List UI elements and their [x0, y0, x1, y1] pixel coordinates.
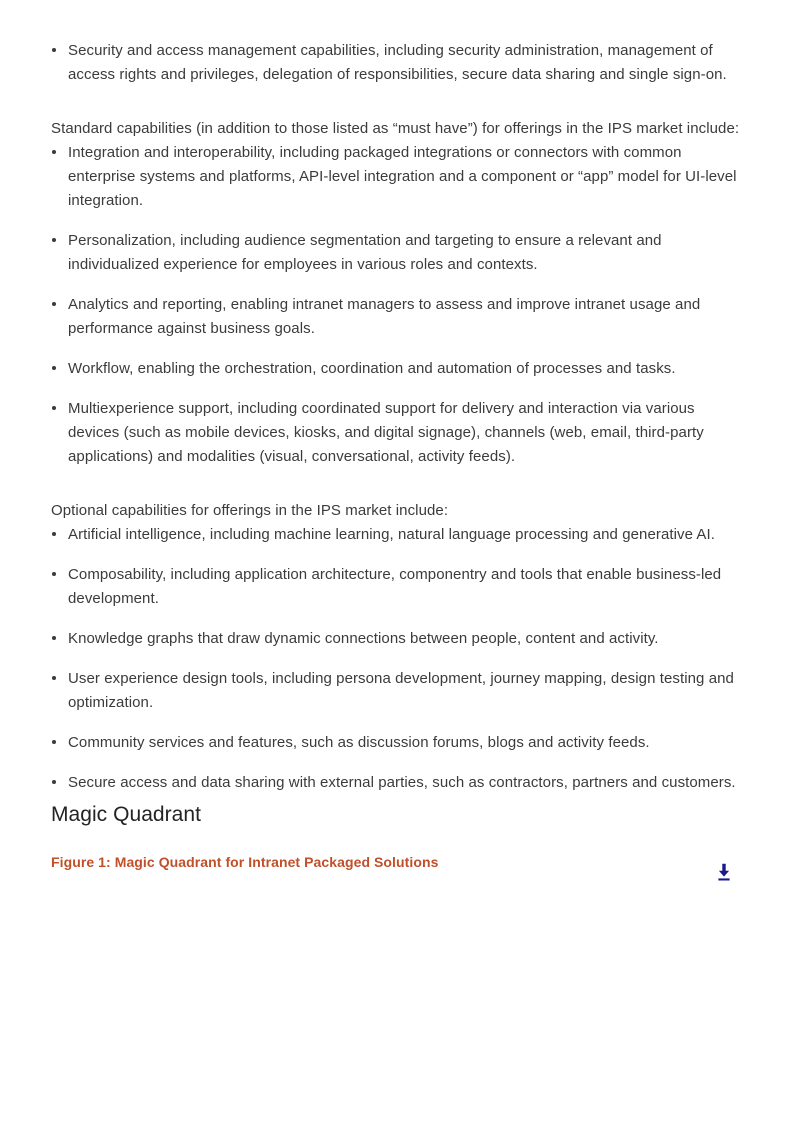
- list-item: [51, 397, 741, 469]
- list-item: [51, 627, 741, 651]
- bullet-dot-icon: [52, 780, 56, 784]
- bullet-dot-icon: [52, 48, 56, 52]
- optional-capabilities-intro: Optional capabilities for offerings in the IPS market include:: [51, 502, 449, 519]
- download-figure-button[interactable]: [713, 860, 735, 884]
- list-item-text: Artificial intelligence, including machine learning, natural language processing and generative AI.: [68, 526, 715, 543]
- list-item-text: Knowledge graphs that draw dynamic connections between people, content and activity.: [68, 630, 659, 647]
- list-item: [51, 771, 741, 795]
- list-item: [51, 141, 741, 213]
- list-item-text: Secure access and data sharing with external parties, such as contractors, partners and customers.: [68, 774, 736, 791]
- list-item-text: Analytics and reporting, enabling intranet managers to assess and improve intranet usage and performance against business goals.: [68, 296, 701, 337]
- list-item-text: Security and access management capabilities, including security administration, management of access rights and privileges, delegation of responsibilities, secure data sharing and single sign-on.: [68, 42, 727, 83]
- list-item: [51, 667, 741, 715]
- optional-capabilities-list: [51, 523, 741, 795]
- list-item: [51, 229, 741, 277]
- bullet-dot-icon: [52, 302, 56, 306]
- list-item: [51, 39, 741, 87]
- list-item-text: Integration and interoperability, including packaged integrations or connectors with common enterprise systems and platforms, API-level integration and a component or “app” model for UI-level integration.: [68, 144, 737, 209]
- list-item: [51, 731, 741, 755]
- standard-capabilities-list: [51, 141, 741, 469]
- figure-caption: Figure 1: Magic Quadrant for Intranet Packaged Solutions: [51, 854, 439, 870]
- standard-capabilities-intro: Standard capabilities (in addition to those listed as “must have”) for offerings in the IPS market include:: [51, 120, 740, 137]
- document-content: [51, 0, 741, 884]
- list-item-text: Community services and features, such as discussion forums, blogs and activity feeds.: [68, 734, 650, 751]
- download-icon[interactable]: [715, 863, 733, 882]
- bullet-dot-icon: [52, 636, 56, 640]
- list-item: [51, 293, 741, 341]
- bullet-dot-icon: [52, 740, 56, 744]
- bullet-dot-icon: [52, 676, 56, 680]
- must-have-capabilities-list: [51, 39, 741, 87]
- figure-caption-row: [51, 852, 741, 884]
- bullet-dot-icon: [52, 238, 56, 242]
- bullet-dot-icon: [52, 150, 56, 154]
- list-item-text: Composability, including application architecture, componentry and tools that enable business-led development.: [68, 566, 722, 607]
- bullet-dot-icon: [52, 366, 56, 370]
- list-item: [51, 523, 741, 547]
- list-item: [51, 357, 741, 381]
- bullet-dot-icon: [52, 572, 56, 576]
- list-item-text: Personalization, including audience segmentation and targeting to ensure a relevant and individualized experience for employees in various roles and contexts.: [68, 232, 662, 273]
- list-item-text: User experience design tools, including persona development, journey mapping, design testing and optimization.: [68, 670, 734, 711]
- bullet-dot-icon: [52, 406, 56, 410]
- list-item-text: Workflow, enabling the orchestration, coordination and automation of processes and tasks.: [68, 360, 676, 377]
- list-item-text: Multiexperience support, including coordinated support for delivery and interaction via various devices (such as mobile devices, kiosks, and digital signage), channels (web, email, third-party applications) and modalities (visual, conversational, activity feeds).: [68, 400, 704, 465]
- list-item: [51, 563, 741, 611]
- bullet-dot-icon: [52, 532, 56, 536]
- section-heading-magic-quadrant: Magic Quadrant: [51, 803, 201, 826]
